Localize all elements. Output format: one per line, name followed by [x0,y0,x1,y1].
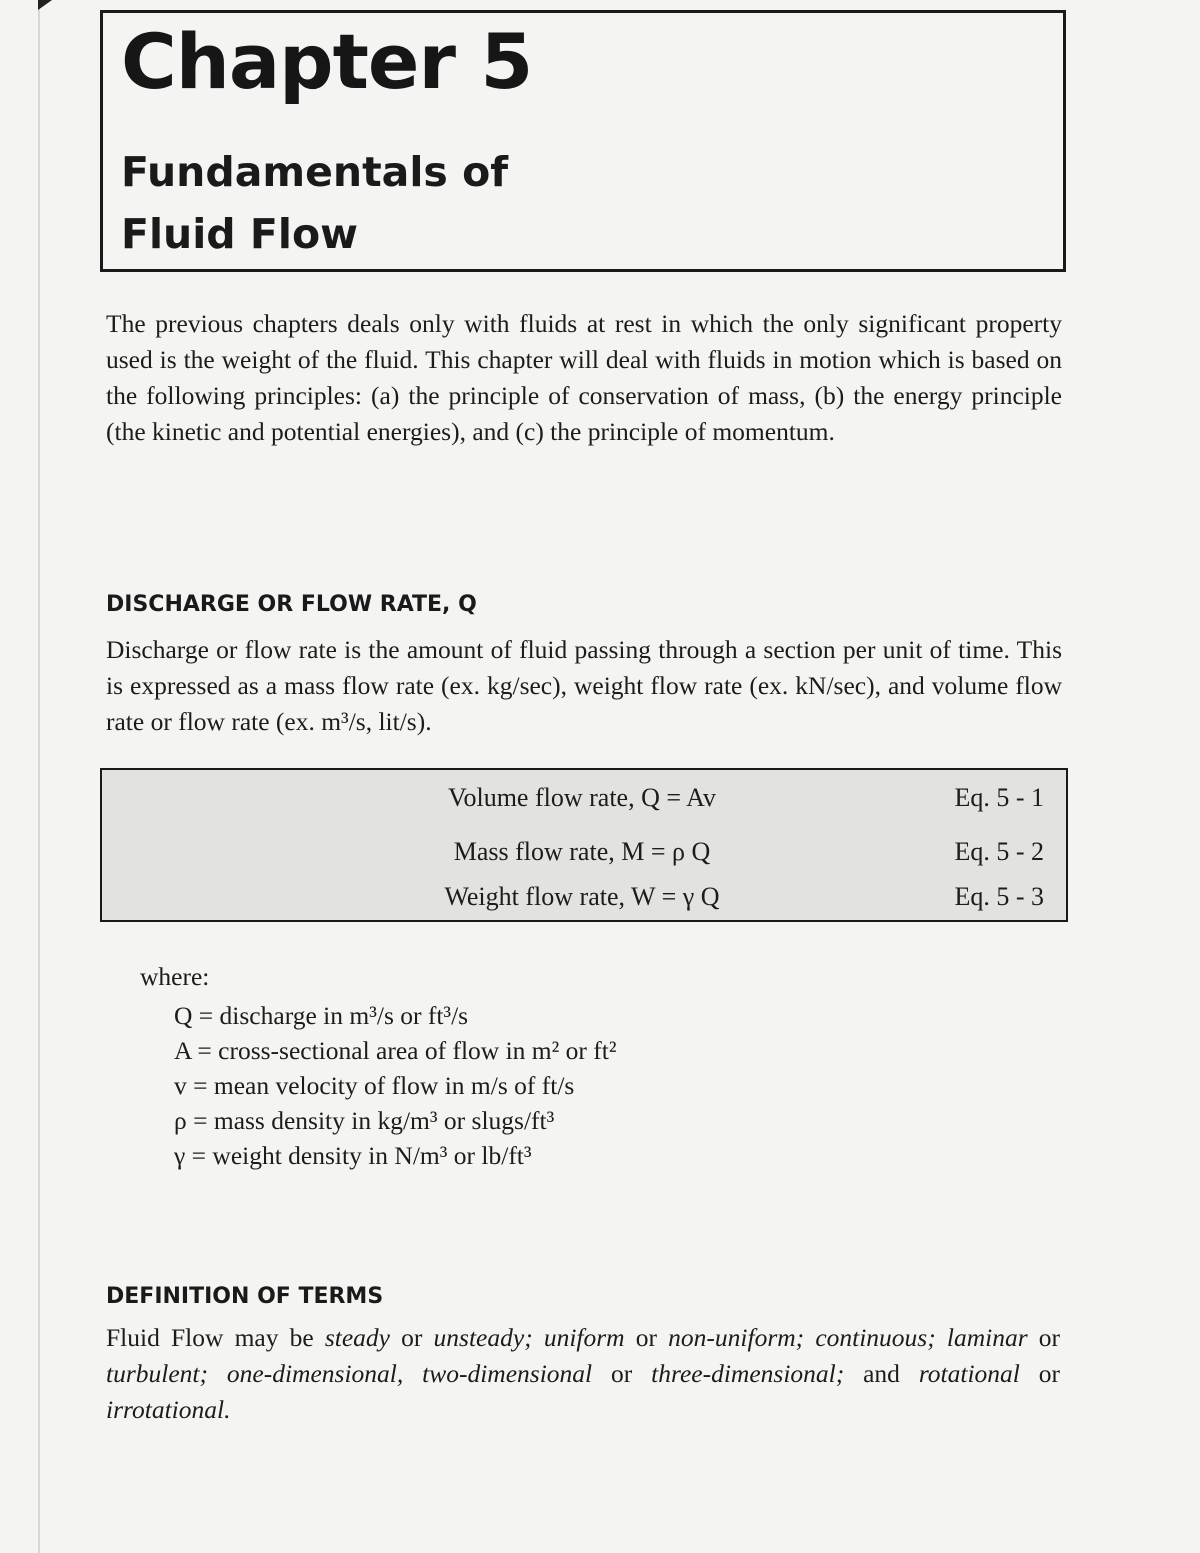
definitions-text-segment: and [844,1359,919,1388]
where-label: where: [140,962,210,991]
variable-definition: ρ = mass density in kg/m³ or slugs/ft³ [174,1106,555,1135]
chapter-title: Chapter 5 [121,17,533,106]
flow-type-term: two-dimensional [422,1359,593,1388]
flow-type-term: one-dimensional, [226,1359,404,1388]
definitions-paragraph [106,1320,1060,1428]
definitions-text-segment: or [592,1359,652,1388]
chapter-subtitle-line1: Fundamentals of [121,148,509,196]
definitions-text-segment [403,1359,422,1388]
equation-row [102,877,1066,921]
scan-edge [38,0,40,1553]
discharge-heading: DISCHARGE OR FLOW RATE, Q [106,592,477,617]
intro-paragraph: The previous chapters deals only with fluids at rest in which the only significant property used is the weight of the fluid. This chapter will deal with fluids in motion which is based on the following principles: (a) the principle of conservation of mass, (b) the energy principle (the kinetic and potential energies), and (c) the principle of momentum. [106,309,1062,446]
flow-type-term: steady [324,1323,390,1352]
chapter-title-box [100,10,1066,272]
flow-type-term: unsteady; [433,1323,533,1352]
flow-type-term: turbulent; [106,1359,208,1388]
variable-definition: Q = discharge in m³/s or ft³/s [174,1001,469,1030]
definitions-text-segment: Fluid Flow may be [106,1323,325,1352]
flow-type-term: three-dimensional; [651,1359,845,1388]
equation-number: Eq. 5 - 1 [954,783,1044,812]
chapter-subtitle [121,141,508,265]
equation-formula: Weight flow rate, W = γ Q [444,882,720,911]
flow-type-term: laminar [946,1323,1028,1352]
scan-corner-mark [38,0,52,10]
definitions-text-segment: or [390,1323,434,1352]
equation-number: Eq. 5 - 2 [954,837,1044,866]
equation-box [100,768,1068,922]
variable-definition: A = cross-sectional area of flow in m² or ft² [174,1036,617,1065]
chapter-subtitle-line2: Fluid Flow [121,210,359,258]
definitions-text-segment [533,1323,544,1352]
discharge-paragraph: Discharge or flow rate is the amount of fluid passing through a section per unit of time. This is expressed as a mass flow rate (ex. kg/sec), weight flow rate (ex. kN/sec), and volume flow rate or flow rate (ex. m³/s, lit/s). [106,635,1062,736]
flow-type-term: non-uniform; [668,1323,805,1352]
definitions-text-segment: or [1027,1323,1061,1352]
variable-definition: v = mean velocity of flow in m/s of ft/s [174,1071,575,1100]
equation-number: Eq. 5 - 3 [954,882,1044,911]
variable-list [174,998,617,1173]
definitions-text-segment [208,1359,227,1388]
equation-row [102,778,1066,822]
equation-row [102,832,1066,876]
definitions-text-segment [804,1323,815,1352]
equation-formula: Volume flow rate, Q = Av [448,783,716,812]
flow-type-term: rotational [918,1359,1020,1388]
definitions-text-segment: or [624,1323,669,1352]
flow-type-term: irrotational. [106,1395,231,1424]
flow-type-term: continuous; [815,1323,936,1352]
definitions-text-segment [936,1323,947,1352]
definitions-heading: DEFINITION OF TERMS [106,1284,384,1309]
variable-definition: γ = weight density in N/m³ or lb/ft³ [174,1141,532,1170]
flow-type-term: uniform [543,1323,625,1352]
definitions-text-segment: or [1019,1359,1061,1388]
equation-formula: Mass flow rate, M = ρ Q [453,837,711,866]
